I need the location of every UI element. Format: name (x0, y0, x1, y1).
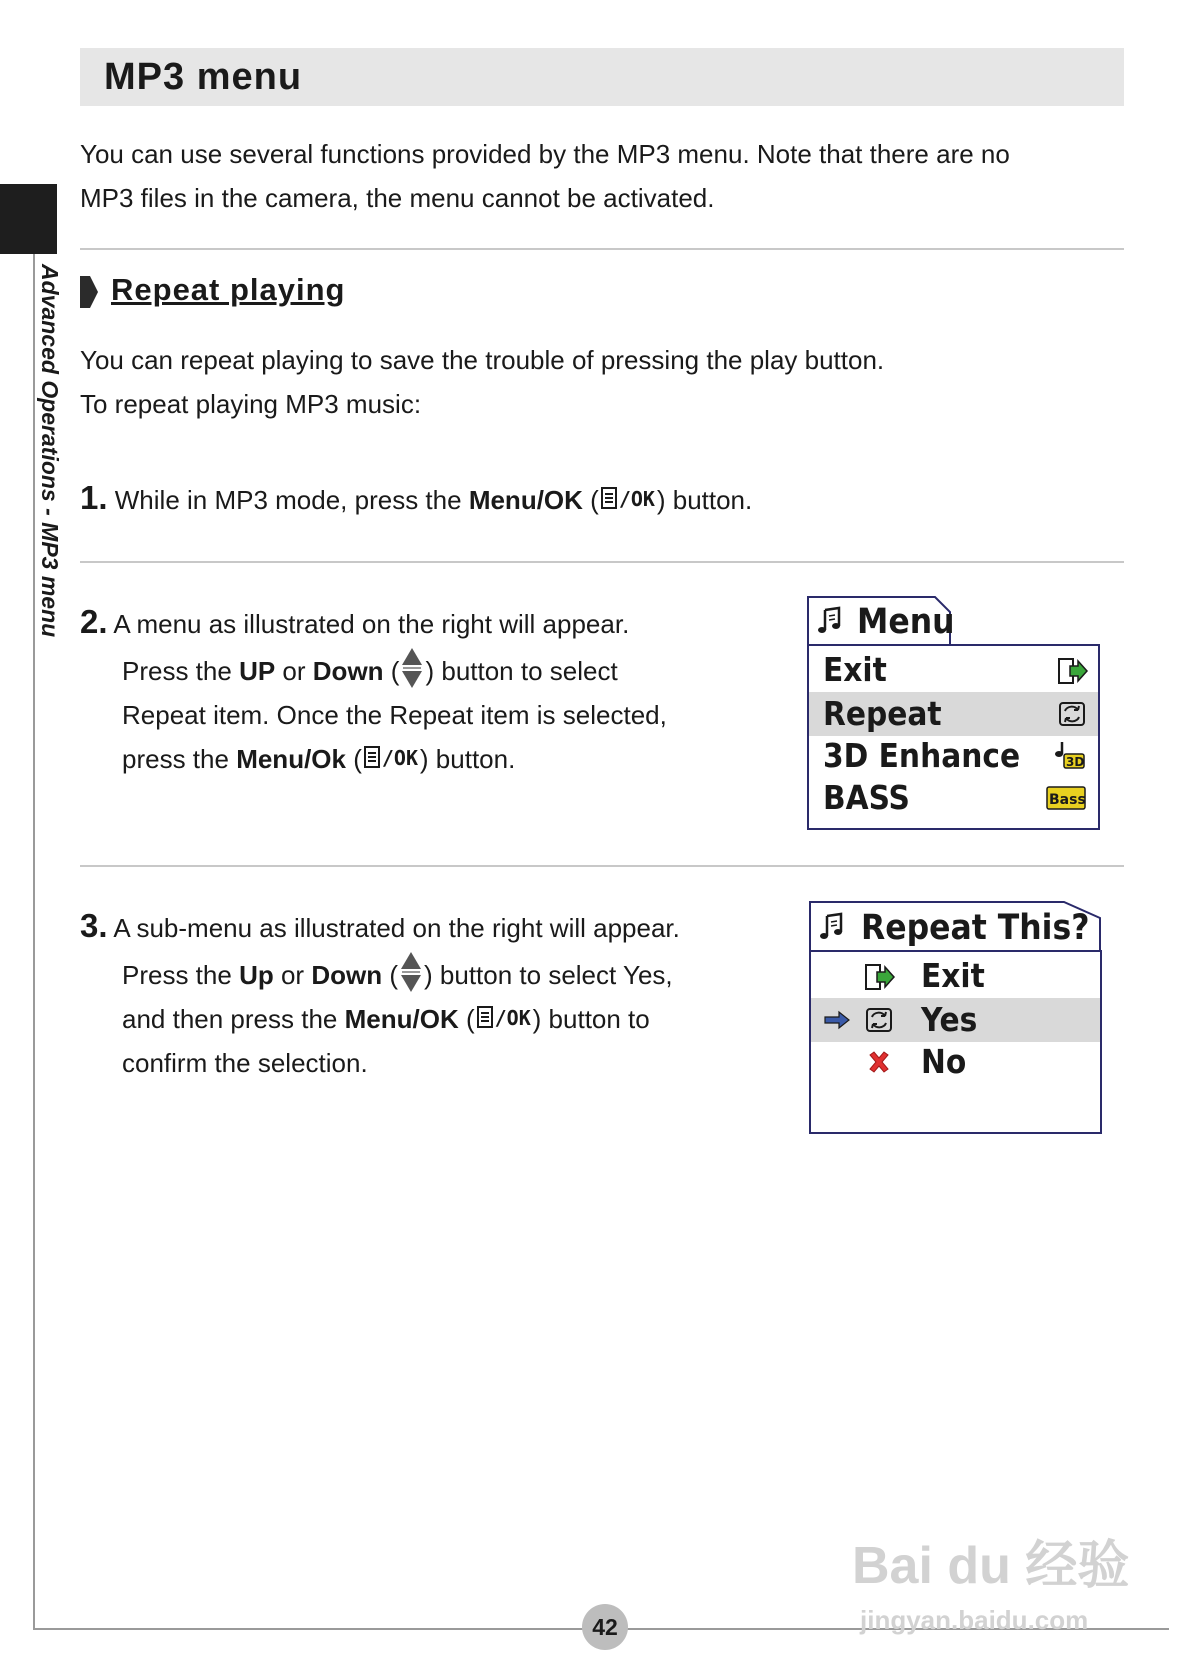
step-3-close-paren-2: ) (532, 1004, 542, 1034)
step-3-down: Down (311, 960, 383, 990)
lcd-menu-item-label: Exit (823, 650, 887, 689)
music-note-icon (817, 606, 847, 636)
lcd-repeat-item-label: No (921, 1042, 967, 1081)
section-heading: Repeat playing (111, 272, 346, 307)
lcd-repeat-item-label: Exit (921, 956, 985, 995)
page-title: MP3 menu (104, 56, 303, 98)
intro-line-1: You can use several functions provided by the MP3 menu. Note that there are no (80, 139, 1010, 169)
step-3-line-1 (80, 904, 780, 950)
watermark-logo: Bai du 经验 (852, 1537, 1130, 1595)
exit-icon (1056, 656, 1088, 686)
step-2-down: Down (312, 656, 384, 686)
title-bar (80, 48, 1124, 106)
step-3-line-2 (80, 950, 780, 997)
step-3-button-to: button to (548, 1004, 650, 1034)
step-3-press: Press the (122, 960, 232, 990)
step-2-line-2 (80, 646, 780, 693)
step-2-line-3: Repeat item. Once the Repeat item is selected, (122, 700, 667, 730)
step-3-up: Up (239, 960, 274, 990)
lcd-menu-item-exit[interactable] (809, 648, 1098, 692)
step-2-close-paren-2: ) (419, 744, 429, 774)
step-2 (80, 600, 780, 781)
lcd-menu-item-3d-enhance[interactable] (809, 734, 1098, 778)
step-3-text-1: A sub-menu as illustrated on the right will appear. (113, 913, 680, 943)
step-1-pre: While in MP3 mode, press the (114, 485, 462, 515)
step-2-text-1: A menu as illustrated on the right will appear. (113, 609, 630, 639)
section-marker-icon (80, 276, 98, 308)
step-3-or: or (280, 960, 305, 990)
repeat-icon (1058, 700, 1086, 728)
up-down-arrow-icon (399, 646, 425, 690)
step-3-button-select: button to select Yes, (439, 960, 673, 990)
step-3-then-press: and then press the (122, 1004, 338, 1034)
ok-icon-text: /OK (494, 1006, 531, 1030)
divider-2 (80, 561, 1124, 563)
lcd-menu-item-label: 3D Enhance (823, 736, 1021, 775)
lcd-repeat-screen (809, 900, 1102, 1134)
up-down-arrow-icon (398, 950, 424, 994)
intro-text (80, 132, 1130, 220)
step-2-button-end: button. (435, 744, 516, 774)
svg-text:Bass: Bass (1049, 792, 1086, 808)
exit-icon (863, 962, 895, 992)
lcd-repeat-body (809, 950, 1102, 1134)
lcd-menu-item-label: BASS (823, 778, 910, 817)
music-note-icon (819, 912, 849, 942)
repeat-icon (865, 1006, 893, 1034)
step-2-menu-ok: Menu/Ok (236, 744, 346, 774)
ok-icon-text: /OK (381, 746, 419, 770)
side-label-wrap (33, 264, 63, 664)
step-2-close-paren: ) (425, 656, 435, 686)
step-2-or: or (282, 656, 306, 686)
menu-ok-icon (475, 1004, 533, 1032)
step-3-open-paren-2: ( (465, 1004, 475, 1034)
divider-3 (80, 865, 1124, 867)
lcd-repeat-item-label: Yes (921, 1000, 978, 1039)
step-2-open-paren-2: ( (353, 744, 362, 774)
close-icon (867, 1050, 891, 1074)
step-1 (80, 476, 1080, 522)
step-2-number: 2. (80, 603, 108, 640)
step-3-number: 3. (80, 907, 108, 944)
step-3-menu-ok: Menu/OK (344, 1004, 459, 1034)
lcd-menu-screen (807, 596, 1100, 828)
step-3-open-paren: ( (389, 960, 398, 990)
divider-1 (80, 248, 1124, 250)
section-line-2: To repeat playing MP3 music: (80, 389, 422, 419)
step-2-line-4 (80, 737, 780, 781)
3d-enhance-icon (1054, 740, 1086, 772)
lcd-menu-item-bass[interactable] (809, 776, 1098, 820)
intro-line-2: MP3 files in the camera, the menu cannot be activated. (80, 183, 715, 213)
side-label: Advanced Operations - MP3 menu (37, 264, 63, 638)
step-2-press-2: press the (122, 744, 229, 774)
step-2-line-1 (80, 600, 780, 646)
ok-icon-text: /OK (618, 487, 655, 511)
lcd-repeat-item-yes[interactable] (811, 998, 1100, 1042)
step-2-up: UP (239, 656, 276, 686)
lcd-menu-body (807, 644, 1100, 830)
step-1-post: button. (672, 485, 753, 515)
step-2-press: Press the (122, 656, 232, 686)
section-line-1: You can repeat playing to save the trouble of pressing the play button. (80, 345, 885, 375)
lcd-menu-item-label: Repeat (823, 694, 942, 733)
lcd-menu-item-repeat[interactable] (809, 692, 1098, 736)
svg-text:3D: 3D (1066, 755, 1085, 769)
lcd-repeat-item-no[interactable] (811, 1040, 1100, 1084)
bass-icon (1046, 786, 1086, 810)
step-3 (80, 904, 780, 1085)
step-2-open-paren: ( (390, 656, 400, 686)
page-number: 42 (582, 1604, 628, 1650)
menu-ok-icon (599, 485, 657, 513)
lcd-repeat-item-exit[interactable] (811, 954, 1100, 998)
watermark-url: jingyan.baidu.com (860, 1605, 1089, 1635)
step-1-bold: Menu/OK (468, 485, 583, 515)
step-3-close-paren: ) (424, 960, 433, 990)
selection-arrow-icon (823, 1010, 851, 1030)
step-2-button-select: button to select (441, 656, 618, 686)
step-1-open-paren: ( (590, 485, 599, 515)
step-3-line-3 (80, 997, 780, 1041)
menu-ok-icon (362, 744, 420, 772)
section-text (80, 338, 1130, 426)
lcd-repeat-title: Repeat This? (861, 908, 1090, 948)
lcd-menu-title: Menu (857, 602, 955, 642)
step-1-close-paren: ) (656, 485, 666, 515)
side-tab (0, 184, 57, 254)
step-3-line-4: confirm the selection. (122, 1048, 368, 1078)
step-1-number: 1. (80, 479, 108, 516)
